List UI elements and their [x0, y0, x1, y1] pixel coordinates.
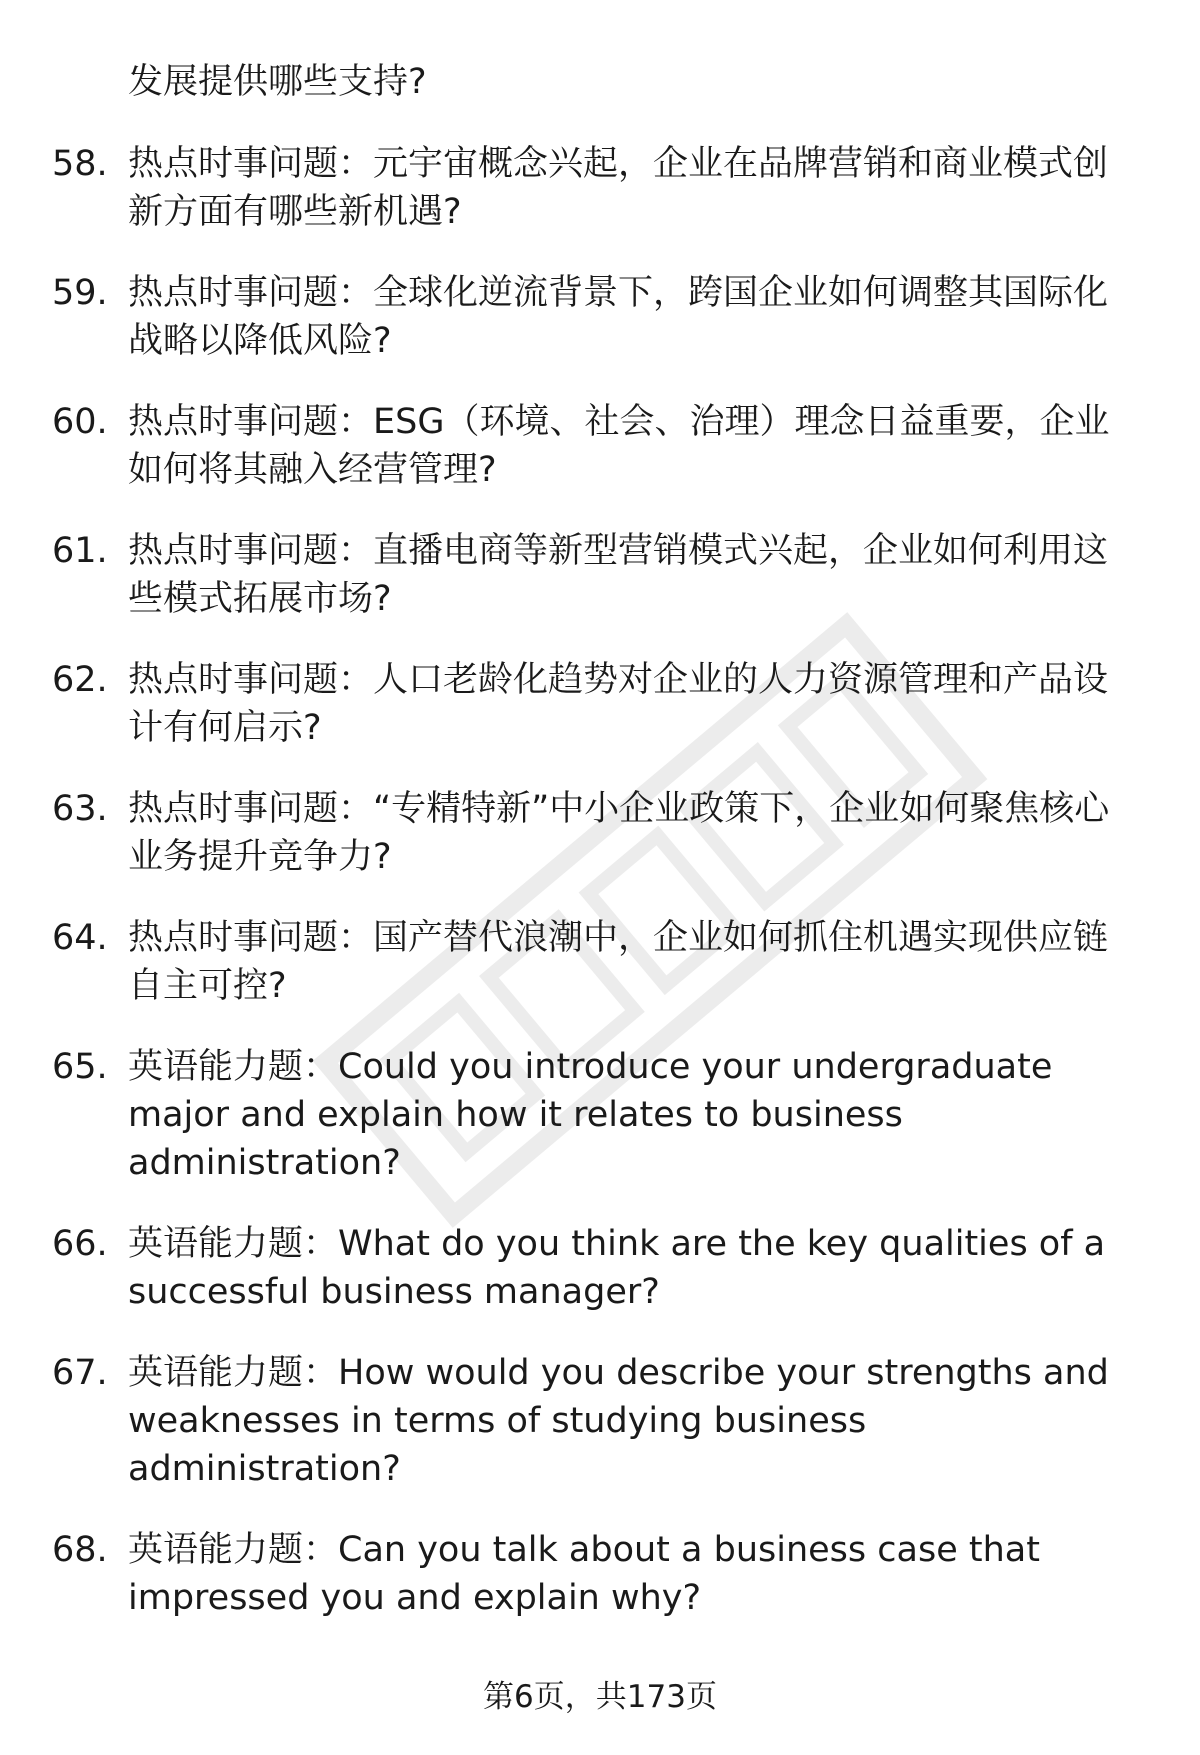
question-item: [52, 269, 1152, 365]
question-number: 61.: [52, 531, 108, 571]
question-text: 热点时事问题：ESG（环境、社会、治理）理念日益重要，企业如何将其融入经营管理?: [128, 402, 1110, 490]
question-number: 59.: [52, 273, 108, 313]
question-text: 英语能力题：Can you talk about a business case that impressed you and explain why?: [128, 1530, 1040, 1618]
question-number: 62.: [52, 660, 108, 700]
question-item: [52, 656, 1152, 752]
question-item: [52, 1043, 1152, 1187]
question-text: 热点时事问题：人口老龄化趋势对企业的人力资源管理和产品设计有何启示?: [128, 660, 1109, 748]
question-item: [52, 1526, 1152, 1622]
question-item: [52, 914, 1152, 1010]
question-number: 65.: [52, 1047, 108, 1087]
page-number-footer: 第6页，共173页: [483, 1679, 717, 1715]
question-list: [52, 140, 1152, 1655]
question-number: 58.: [52, 144, 108, 184]
question-number: 63.: [52, 789, 108, 829]
question-text: 热点时事问题：全球化逆流背景下，跨国企业如何调整其国际化战略以降低风险?: [128, 273, 1109, 361]
question-text: 英语能力题：How would you describe your strengths and weaknesses in terms of studying business administration?: [128, 1353, 1109, 1489]
question-text: 热点时事问题：直播电商等新型营销模式兴起，企业如何利用这些模式拓展市场?: [128, 531, 1109, 619]
question-number: 66.: [52, 1224, 108, 1264]
question-item: [52, 1349, 1152, 1493]
question-item: [52, 527, 1152, 623]
question-item: [52, 140, 1152, 236]
question-text: 英语能力题：What do you think are the key qualities of a successful business manager?: [128, 1224, 1106, 1312]
question-text: 热点时事问题：国产替代浪潮中，企业如何抓住机遇实现供应链自主可控?: [128, 918, 1109, 1006]
question-text: 热点时事问题：元宇宙概念兴起，企业在品牌营销和商业模式创新方面有哪些新机遇?: [128, 144, 1109, 232]
question-text: 英语能力题：Could you introduce your undergraduate major and explain how it relates to business administration?: [128, 1047, 1053, 1183]
question-item: [52, 398, 1152, 494]
question-number: 68.: [52, 1530, 108, 1570]
question-item: [52, 785, 1152, 881]
question-number: 64.: [52, 918, 108, 958]
question-number: 67.: [52, 1353, 108, 1393]
question-text: 热点时事问题：“专精特新”中小企业政策下，企业如何聚焦核心业务提升竞争力?: [128, 789, 1110, 877]
question-item: [52, 1220, 1152, 1316]
question-number: 60.: [52, 402, 108, 442]
continuation-text: 发展提供哪些支持?: [128, 62, 427, 102]
